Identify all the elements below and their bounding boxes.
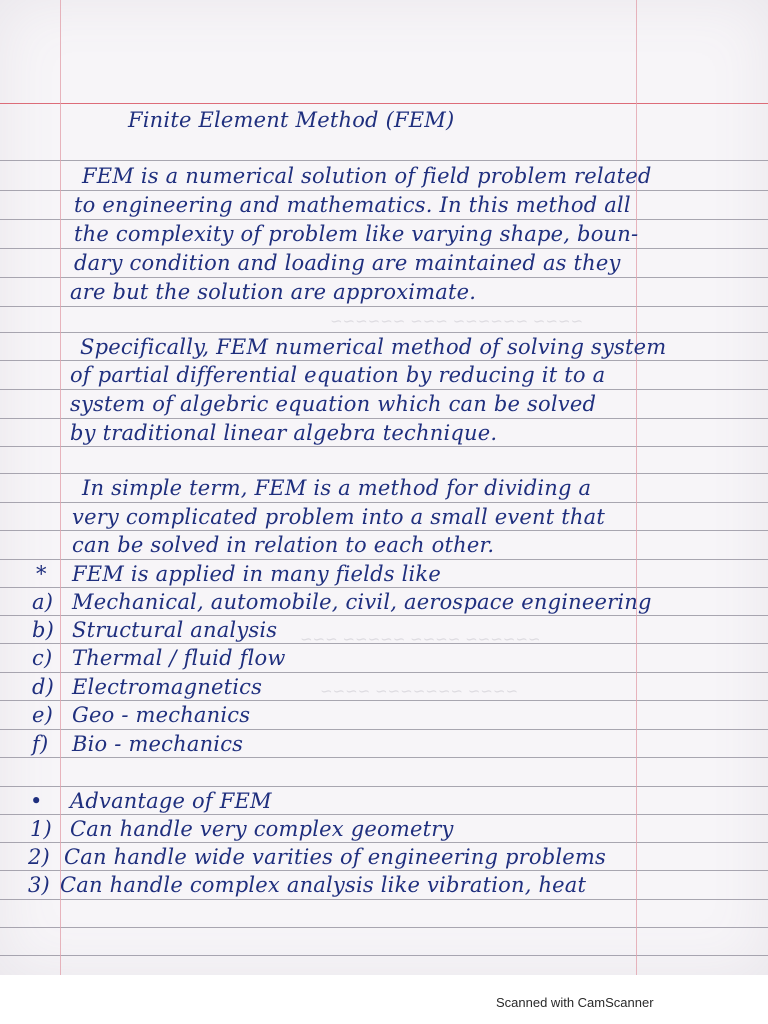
list-marker: 2) [28, 845, 50, 869]
paragraph-line: system of algebric equation which can be solved [70, 392, 597, 416]
paragraph-line: dary condition and loading are maintained as they [74, 251, 621, 275]
list-item: Structural analysis [72, 618, 278, 642]
paragraph-line: are but the solution are approximate. [70, 280, 477, 304]
margin-line-left [60, 0, 61, 975]
list-item: Can handle wide varities of engineering problems [64, 845, 607, 869]
list-marker: e) [32, 703, 54, 727]
bullet-marker: • [30, 789, 43, 813]
list-item: Can handle complex analysis like vibration, heat [60, 873, 587, 897]
paragraph-line: can be solved in relation to each other. [72, 533, 495, 557]
bleed-through-text: ~~~~ ~~~~~~ ~~~ ~~~~~~ [330, 312, 584, 330]
list-item: Can handle very complex geometry [70, 817, 454, 841]
list-marker: c) [32, 646, 53, 670]
paragraph-line: to engineering and mathematics. In this method all [74, 193, 631, 217]
list-item: Thermal / fluid flow [72, 646, 286, 670]
list-marker: 3) [28, 873, 50, 897]
page-title: Finite Element Method (FEM) [128, 108, 455, 132]
paragraph-line: very complicated problem into a small event that [72, 505, 606, 529]
paragraph-line: Specifically, FEM numerical method of solving system [80, 335, 667, 359]
bullet-marker: * [36, 562, 47, 586]
list-item: Geo - mechanics [72, 703, 251, 727]
list-marker: b) [32, 618, 55, 642]
margin-line-right [636, 0, 637, 975]
list-item: Bio - mechanics [72, 732, 244, 756]
bleed-through-text: ~~~~ ~~~~~~~ ~~~~ [320, 682, 519, 700]
list-heading: FEM is applied in many fields like [72, 562, 441, 586]
ruled-line [0, 899, 768, 900]
paragraph-line: In simple term, FEM is a method for dividing a [82, 476, 592, 500]
ruled-line [0, 306, 768, 307]
list-heading: Advantage of FEM [70, 789, 272, 813]
bleed-through-text: ~~~~~~ ~~~~ ~~~~~ ~~~ [300, 630, 541, 648]
paragraph-line: FEM is a numerical solution of field problem related [82, 164, 652, 188]
paragraph-line: the complexity of problem like varying shape, boun- [74, 222, 639, 246]
paragraph-line: of partial differential equation by reducing it to a [70, 363, 606, 387]
scanner-watermark: Scanned with CamScanner [496, 995, 654, 1010]
list-item: Mechanical, automobile, civil, aerospace engineering [72, 590, 652, 614]
ruled-line [0, 955, 768, 956]
ruled-line [0, 927, 768, 928]
ruled-line [0, 160, 768, 161]
list-marker: f) [32, 732, 49, 756]
paragraph-line: by traditional linear algebra technique. [70, 421, 498, 445]
list-marker: d) [32, 675, 55, 699]
ruled-line [0, 103, 768, 104]
list-marker: 1) [30, 817, 52, 841]
list-item: Electromagnetics [72, 675, 263, 699]
list-marker: a) [32, 590, 54, 614]
